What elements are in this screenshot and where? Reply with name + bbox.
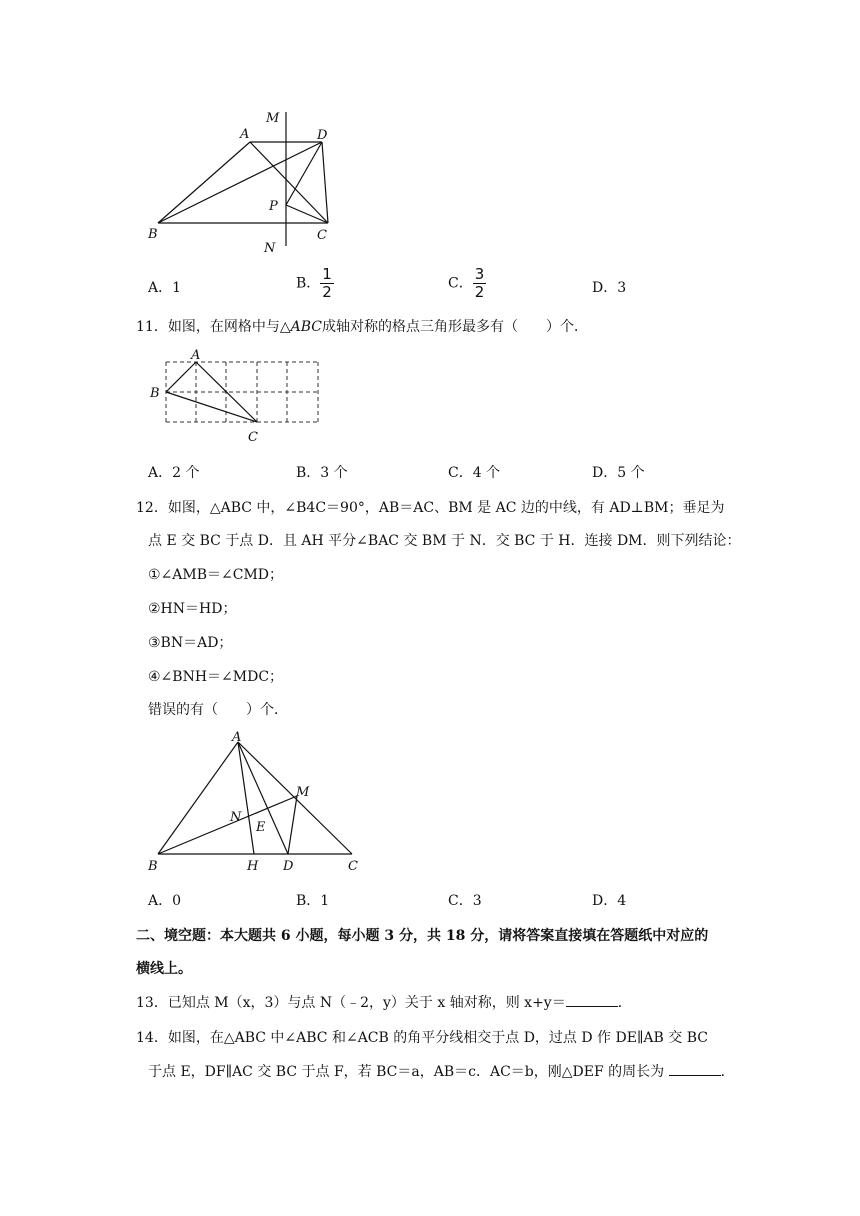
q10-option-c-denominator: 2	[474, 283, 485, 301]
q14-end: ．	[720, 1064, 735, 1080]
q11-option-b: B．3 个	[296, 465, 348, 481]
q10-label-c: C	[317, 228, 327, 243]
q11-option-a: A．2 个	[148, 465, 200, 481]
q13-question	[136, 992, 632, 1012]
q11-label-c: C	[248, 430, 258, 445]
q12-ask: 错误的有（ ）个．	[148, 702, 288, 718]
q10-option-c-numerator: 3	[474, 265, 485, 283]
q10-option-b-fraction	[320, 266, 334, 301]
section-2-heading-line-2: 横线上。	[136, 961, 192, 977]
q10-option-b	[296, 266, 334, 301]
q11-option-d: D．5 个	[592, 465, 645, 481]
q12-conclusion-4: ④∠BNH＝∠MDC；	[148, 669, 284, 685]
q13-text: 已知点 M（x，3）与点 N（﹣2，y）关于 x 轴对称，则 x+y＝	[167, 995, 566, 1011]
q12-label-b: B	[148, 859, 158, 874]
q10-label-a: A	[240, 127, 250, 142]
q12-label-e: E	[256, 820, 266, 835]
section-2-heading-line-1: 二、境空题：本大题共 6 小题，每小题 3 分，共 18 分，请将答案直接填在答题纸中对应的	[136, 928, 709, 944]
q11-grid-figure	[144, 344, 334, 448]
q14-question-line-2	[148, 1061, 735, 1081]
q12-label-m: M	[296, 785, 310, 800]
q12-conclusion-3: ③BN＝AD；	[148, 635, 233, 651]
q12-conclusion-1: ①∠AMB＝∠CMD；	[148, 567, 284, 583]
q10-option-d: D．3	[592, 280, 627, 296]
q12-label-h: H	[247, 859, 259, 874]
q12-number: 12．	[136, 500, 168, 516]
q11-text-var: ABC	[290, 319, 322, 335]
q14-line-2: 于点 E，DF∥AC 交 BC 于点 F，若 BC＝a，AB＝c．AC＝b，刚△DEF 的周长为	[148, 1064, 665, 1080]
q13-end: ．	[617, 995, 632, 1011]
q10-option-b-prefix: B．	[296, 275, 321, 292]
q11-text-pre: 如图，在网格中与△	[167, 319, 291, 335]
q12-option-d: D．4	[592, 893, 627, 909]
q12-conclusion-2: ②HN＝HD；	[148, 601, 237, 617]
q12-option-a: A．0	[148, 893, 182, 909]
q10-label-m: M	[266, 111, 280, 126]
q11-label-b: B	[150, 386, 160, 401]
q10-label-p: P	[269, 199, 278, 214]
q12-label-c: C	[348, 859, 358, 874]
q10-figure	[140, 100, 360, 260]
q10-option-a: A．1	[148, 280, 182, 296]
q11-question	[136, 316, 588, 336]
q12-question-line-1	[136, 497, 724, 517]
q10-option-c-prefix: C．	[448, 275, 473, 292]
q12-option-c: C．3	[448, 893, 482, 909]
q12-label-a: A	[232, 730, 242, 745]
q10-label-b: B	[148, 227, 158, 242]
q11-number: 11．	[136, 319, 168, 335]
q14-question-line-1	[136, 1027, 708, 1047]
q12-question-line-2: 点 E 交 BC 于点 D．且 AH 平分∠BAC 交 BM 于 N．交 BC 于 H．连接 DM．则下列结论：	[148, 533, 741, 549]
q11-option-c: C．4 个	[448, 465, 501, 481]
q11-text-post: 成轴对称的格点三角形最多有（ ）个．	[321, 319, 588, 335]
q10-label-d: D	[317, 128, 328, 143]
q10-label-n: N	[264, 241, 276, 256]
q13-number: 13．	[136, 995, 168, 1011]
q13-answer-blank[interactable]	[566, 994, 618, 1007]
q10-option-c	[448, 266, 486, 301]
q12-figure	[140, 726, 370, 878]
q12-option-b: B．1	[296, 893, 330, 909]
q14-line-1: 如图，在△ABC 中∠ABC 和∠ACB 的角平分线相交于点 D，过点 D 作 DE∥AB 交 BC	[167, 1030, 708, 1046]
q11-label-a: A	[191, 348, 201, 363]
q12-label-d: D	[283, 859, 294, 874]
q12-label-n: N	[230, 810, 242, 825]
q14-answer-blank[interactable]	[669, 1063, 721, 1076]
q10-option-b-denominator: 2	[322, 283, 332, 301]
q10-option-b-numerator: 1	[322, 265, 332, 283]
q12-line-1: 如图，△ABC 中，∠B4C＝90°，AB＝AC、BM 是 AC 边的中线，有 AD⊥BM；垂足为	[167, 500, 725, 516]
q14-number: 14．	[136, 1030, 168, 1046]
q10-option-c-fraction	[473, 266, 487, 301]
